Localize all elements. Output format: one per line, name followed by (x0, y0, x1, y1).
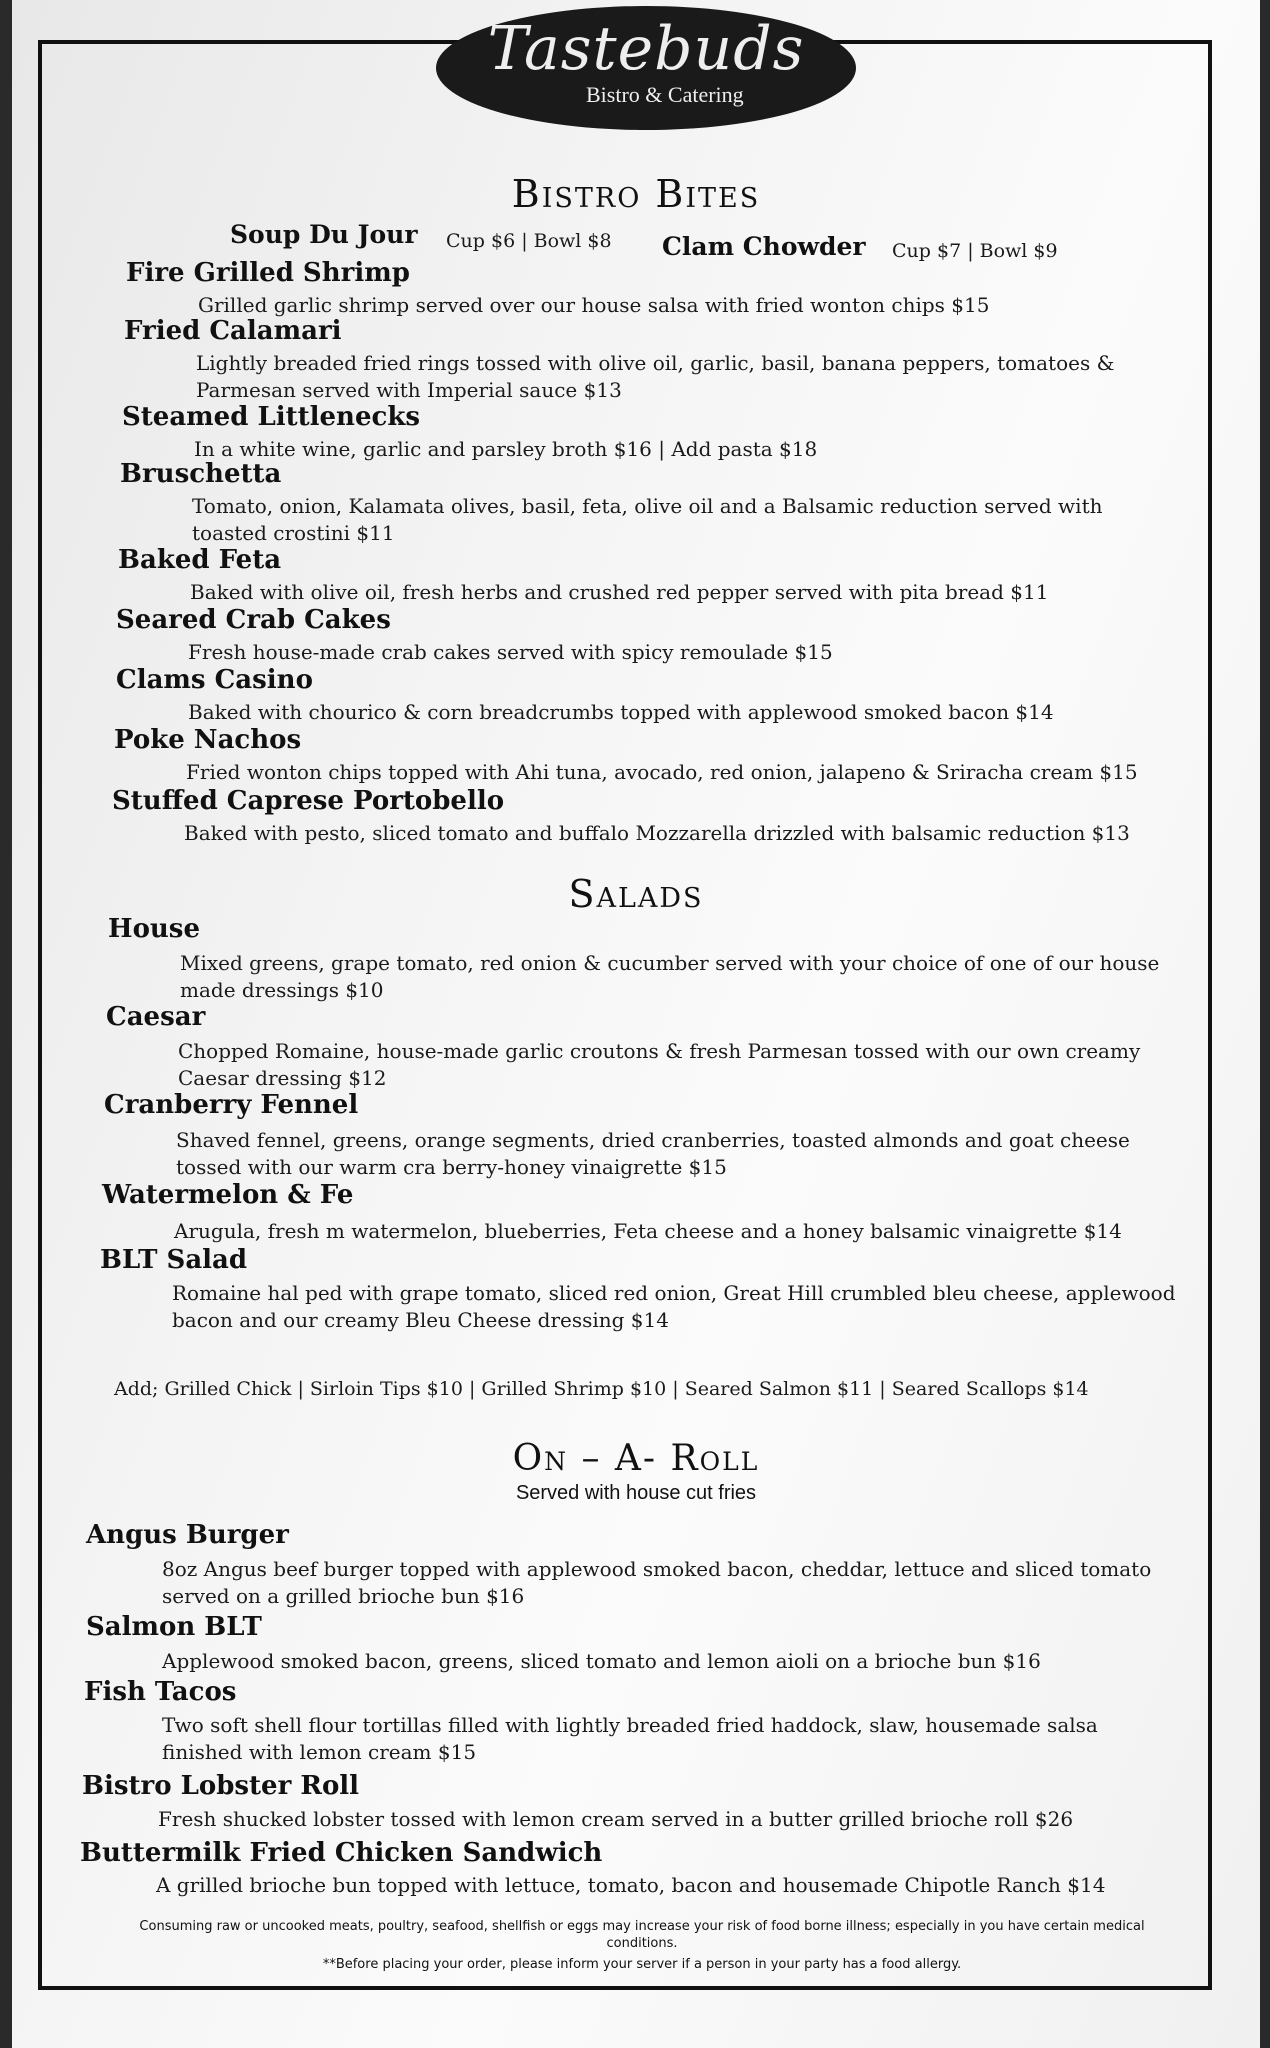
menu-item-desc: Chopped Romaine, house-made garlic croutons & fresh Parmesan tossed with our own creamy Caesar dressing $12 (178, 1039, 1141, 1090)
menu-item-desc: Romaine hal ped with grape tomato, sliced red onion, Great Hill crumbled bleu cheese, applewood bacon and our creamy Bleu Cheese dressing $14 (172, 1281, 1176, 1332)
menu-item-desc: Lightly breaded fried rings tossed with olive oil, garlic, basil, banana peppers, tomatoes & Parmesan served with Imperial sauce $13 (196, 351, 1115, 402)
menu-item-desc: 8oz Angus beef burger topped with applewood smoked bacon, cheddar, lettuce and sliced tomato served on a grilled brioche bun $16 (162, 1557, 1152, 1608)
tastebuds-logo (436, 6, 856, 130)
menu-item-name: Buttermilk Fried Chicken Sandwich (80, 1838, 603, 1868)
logo-subtitle: Bistro & Catering (586, 82, 744, 107)
salad-add-ons: Add; Grilled Chick | Sirloin Tips $10 | Grilled Shrimp $10 | Seared Salmon $11 | Seared Scallops $14 (114, 1378, 1089, 1400)
menu-item-name: Stuffed Caprese Portobello (112, 786, 505, 816)
menu-item-desc: Fresh shucked lobster tossed with lemon cream served in a butter grilled brioche roll $26 (158, 1807, 1074, 1831)
on-a-roll-subtitle: Served with house cut fries (515, 1482, 757, 1504)
menu-item-desc: In a white wine, garlic and parsley broth $16 | Add pasta $18 (194, 437, 818, 461)
logo-name: Tastebuds (487, 14, 805, 84)
menu-item-name: Fire Grilled Shrimp (126, 258, 410, 288)
menu-item-desc: Arugula, fresh m watermelon, blueberries, Feta cheese and a honey balsamic vinaigrette $14 (174, 1219, 1122, 1243)
menu-item-name: Cranberry Fennel (104, 1090, 359, 1120)
clam-chowder-price: Cup $7 | Bowl $9 (892, 240, 1058, 262)
clam-chowder-name: Clam Chowder (662, 232, 866, 261)
menu-item-desc: Fried wonton chips topped with Ahi tuna, avocado, red onion, jalapeno & Sriracha cream $15 (186, 760, 1138, 784)
menu-item-desc: Shaved fennel, greens, orange segments, dried cranberries, toasted almonds and goat cheese tossed with our warm cra berry-honey vinaigrette $15 (176, 1128, 1130, 1179)
menu-item-desc: Two soft shell flour tortillas filled with lightly breaded fried haddock, slaw, housemade salsa finished with lemon cream $15 (162, 1713, 1098, 1764)
menu-item-desc: Fresh house-made crab cakes served with spicy remoulade $15 (188, 640, 833, 664)
menu-item-name: House (108, 914, 200, 944)
menu-item-name: Fried Calamari (124, 316, 342, 346)
menu-item-desc: A grilled brioche bun topped with lettuce, tomato, bacon and housemade Chipotle Ranch $14 (156, 1873, 1106, 1897)
menu-page (12, 0, 1260, 2048)
menu-item-name: Bruschetta (120, 459, 282, 489)
menu-item-name: Watermelon & Fe (102, 1180, 354, 1210)
salads-title: Salads (568, 872, 704, 916)
raw-food-warning: Consuming raw or uncooked meats, poultry, seafood, shellfish or eggs may increase your risk of food borne illness; especially in you have certain medical conditions. (139, 1919, 1145, 1951)
on-a-roll-title: On – A- Roll (512, 1438, 760, 1479)
soup-du-jour-price: Cup $6 | Bowl $8 (446, 230, 612, 252)
menu-item-name: Seared Crab Cakes (116, 605, 391, 635)
menu-item-name: Bistro Lobster Roll (82, 1771, 360, 1801)
menu-item-name: Steamed Littlenecks (122, 402, 420, 432)
menu-item-desc: Baked with chourico & corn breadcrumbs topped with applewood smoked bacon $14 (188, 700, 1054, 724)
bistro-bites-title: Bistro Bites (511, 172, 761, 216)
menu-item-name: Caesar (106, 1002, 206, 1032)
menu-item-desc: Baked with olive oil, fresh herbs and crushed red pepper served with pita bread $11 (190, 580, 1049, 604)
menu-item-name: Salmon BLT (86, 1612, 262, 1642)
allergy-notice: **Before placing your order, please inform your server if a person in your party has a food allergy. (322, 1957, 962, 1972)
menu-item-name: Baked Feta (118, 545, 282, 575)
menu-item-name: BLT Salad (100, 1245, 248, 1275)
menu-item-name: Poke Nachos (114, 725, 302, 755)
menu-item-name: Fish Tacos (84, 1677, 237, 1707)
menu-item-name: Clams Casino (116, 665, 313, 695)
menu-item-desc: Tomato, onion, Kalamata olives, basil, feta, olive oil and a Balsamic reduction served with toasted crostini $11 (192, 494, 1103, 545)
menu-item-desc: Mixed greens, grape tomato, red onion & cucumber served with your choice of one of our house made dressings $10 (180, 951, 1160, 1002)
soup-du-jour-name: Soup Du Jour (230, 220, 418, 249)
menu-item-desc: Baked with pesto, sliced tomato and buffalo Mozzarella drizzled with balsamic reduction $13 (184, 821, 1130, 845)
menu-item-desc: Grilled garlic shrimp served over our house salsa with fried wonton chips $15 (198, 293, 990, 317)
menu-item-name: Angus Burger (86, 1520, 289, 1550)
menu-item-desc: Applewood smoked bacon, greens, sliced tomato and lemon aioli on a brioche bun $16 (162, 1649, 1041, 1673)
